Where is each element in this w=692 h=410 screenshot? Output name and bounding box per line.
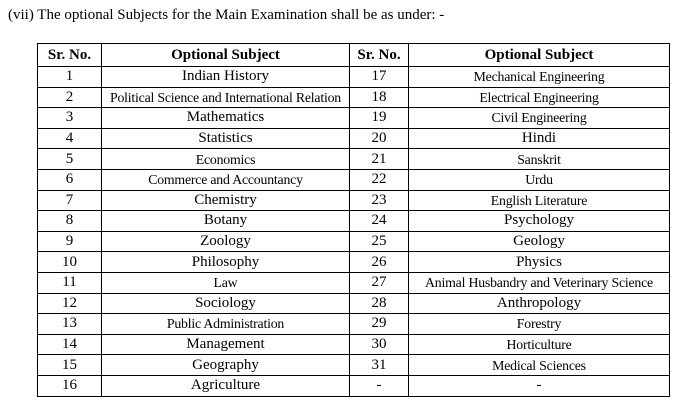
sr-no-cell: 29 <box>350 314 409 335</box>
subject-cell: Botany <box>102 211 350 232</box>
column-header-sr-no: Sr. No. <box>38 44 102 67</box>
subject-cell: Sociology <box>102 293 350 314</box>
subject-cell: Zoology <box>102 231 350 252</box>
sr-no-cell: - <box>350 375 409 396</box>
sr-no-cell: 11 <box>38 272 102 293</box>
sr-no-cell: 12 <box>38 293 102 314</box>
sr-no-cell: 7 <box>38 190 102 211</box>
table-row <box>38 375 670 396</box>
sr-no-cell: 31 <box>350 355 409 376</box>
column-header-sr-no: Sr. No. <box>350 44 409 67</box>
subject-cell: Law <box>102 272 350 293</box>
sr-no-cell: 2 <box>38 87 102 108</box>
sr-no-cell: 5 <box>38 149 102 170</box>
subject-cell: Geology <box>409 231 670 252</box>
subject-cell: Indian History <box>102 67 350 88</box>
sr-no-cell: 9 <box>38 231 102 252</box>
sr-no-cell: 13 <box>38 314 102 335</box>
subject-cell: Public Administration <box>102 314 350 335</box>
subject-cell: Civil Engineering <box>409 108 670 129</box>
subject-cell: Political Science and International Relation <box>102 87 350 108</box>
subject-cell: Mathematics <box>102 108 350 129</box>
table-header-row <box>38 44 670 67</box>
subject-cell: Medical Sciences <box>409 355 670 376</box>
sr-no-cell: 6 <box>38 169 102 190</box>
table-row <box>38 314 670 335</box>
table-row <box>38 149 670 170</box>
table-row <box>38 211 670 232</box>
sr-no-cell: 15 <box>38 355 102 376</box>
sr-no-cell: 23 <box>350 190 409 211</box>
table-row <box>38 293 670 314</box>
subject-cell: Management <box>102 334 350 355</box>
sr-no-cell: 8 <box>38 211 102 232</box>
subject-cell: Electrical Engineering <box>409 87 670 108</box>
sr-no-cell: 30 <box>350 334 409 355</box>
sr-no-cell: 27 <box>350 272 409 293</box>
sr-no-cell: 21 <box>350 149 409 170</box>
subject-cell: Mechanical Engineering <box>409 67 670 88</box>
table-row <box>38 272 670 293</box>
sr-no-cell: 1 <box>38 67 102 88</box>
sr-no-cell: 19 <box>350 108 409 129</box>
subject-cell: - <box>409 375 670 396</box>
sr-no-cell: 4 <box>38 128 102 149</box>
column-header-optional-subject: Optional Subject <box>102 44 350 67</box>
subject-cell: Statistics <box>102 128 350 149</box>
sr-no-cell: 24 <box>350 211 409 232</box>
table-row <box>38 355 670 376</box>
table-row <box>38 128 670 149</box>
table-row <box>38 67 670 88</box>
table-row <box>38 190 670 211</box>
subject-cell: Chemistry <box>102 190 350 211</box>
column-header-optional-subject: Optional Subject <box>409 44 670 67</box>
subject-cell: Economics <box>102 149 350 170</box>
sr-no-cell: 10 <box>38 252 102 273</box>
subject-cell: Anthropology <box>409 293 670 314</box>
subject-cell: Animal Husbandry and Veterinary Science <box>409 272 670 293</box>
sr-no-cell: 26 <box>350 252 409 273</box>
sr-no-cell: 17 <box>350 67 409 88</box>
sr-no-cell: 20 <box>350 128 409 149</box>
sr-no-cell: 16 <box>38 375 102 396</box>
table-row <box>38 252 670 273</box>
table-row <box>38 169 670 190</box>
table-row <box>38 334 670 355</box>
sr-no-cell: 3 <box>38 108 102 129</box>
subject-cell: Philosophy <box>102 252 350 273</box>
subject-cell: Psychology <box>409 211 670 232</box>
section-heading: (vii) The optional Subjects for the Main Examination shall be as under: - <box>8 7 445 23</box>
subject-cell: English Literature <box>409 190 670 211</box>
subject-cell: Physics <box>409 252 670 273</box>
subject-cell: Horticulture <box>409 334 670 355</box>
subject-cell: Geography <box>102 355 350 376</box>
sr-no-cell: 18 <box>350 87 409 108</box>
table-row <box>38 87 670 108</box>
table-row <box>38 108 670 129</box>
table-row <box>38 231 670 252</box>
subject-cell: Forestry <box>409 314 670 335</box>
sr-no-cell: 14 <box>38 334 102 355</box>
sr-no-cell: 25 <box>350 231 409 252</box>
sr-no-cell: 28 <box>350 293 409 314</box>
optional-subjects-table <box>37 43 670 397</box>
subject-cell: Commerce and Accountancy <box>102 169 350 190</box>
subject-cell: Urdu <box>409 169 670 190</box>
subject-cell: Agriculture <box>102 375 350 396</box>
subject-cell: Hindi <box>409 128 670 149</box>
sr-no-cell: 22 <box>350 169 409 190</box>
subject-cell: Sanskrit <box>409 149 670 170</box>
